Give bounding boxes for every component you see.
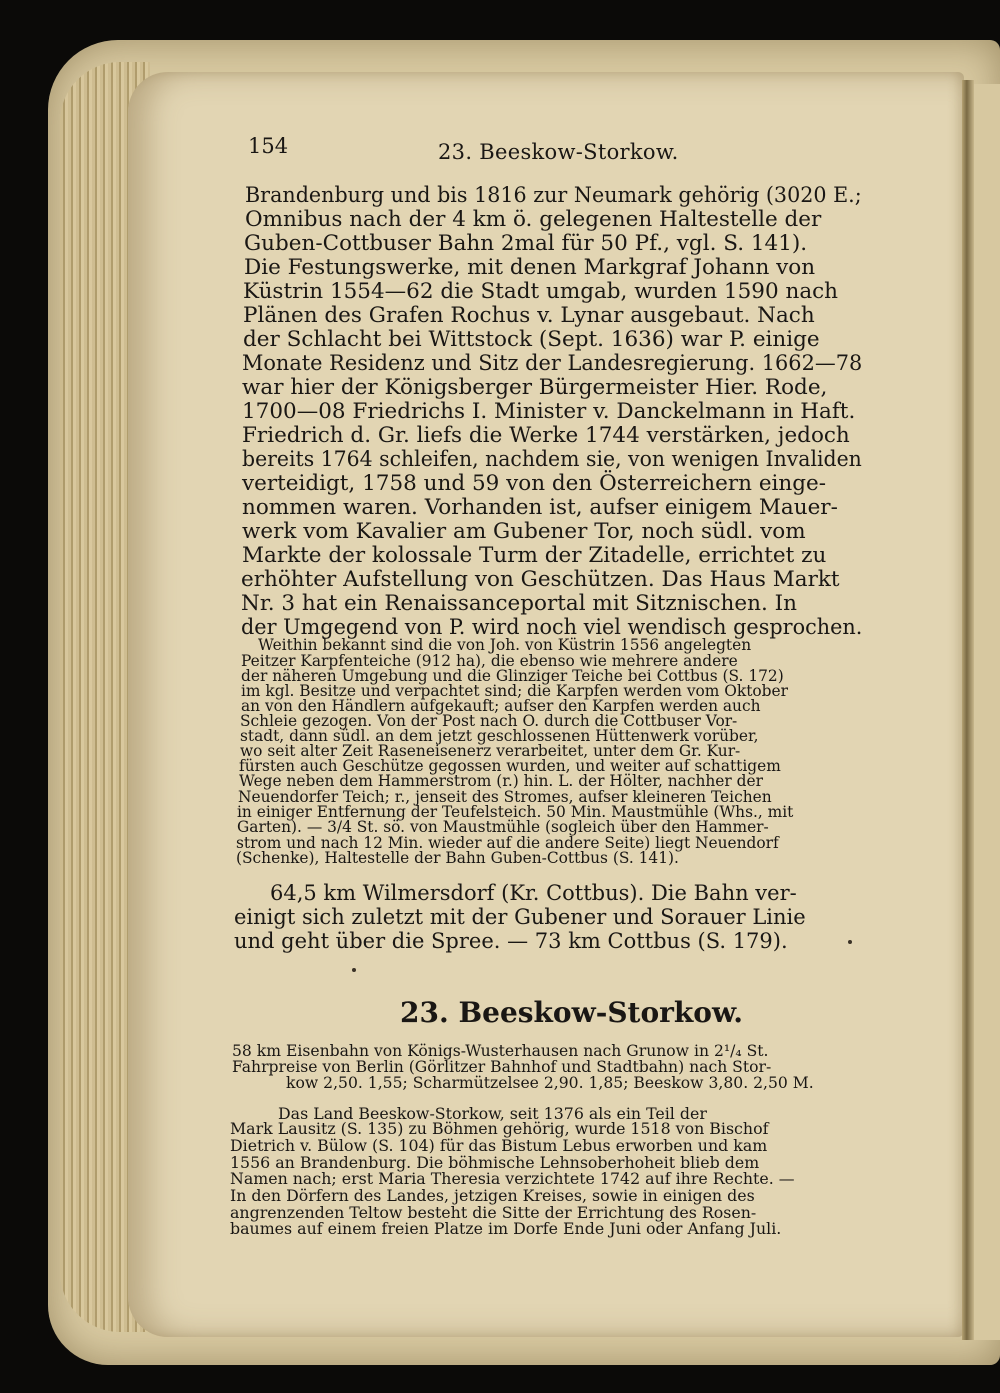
text-line: 64,5 km Wilmersdorf (Kr. Cottbus). Die Bahn ver- bbox=[270, 881, 797, 905]
text-line: Friedrich d. Gr. liefs die Werke 1744 verstärken, jedoch bbox=[242, 423, 850, 448]
text-line: Brandenburg und bis 1816 zur Neumark gehörig (3020 E.; bbox=[245, 183, 862, 208]
text-line: Die Festungswerke, mit denen Markgraf Johann von bbox=[244, 255, 816, 280]
text-line: einigt sich zuletzt mit der Gubener und Sorauer Linie bbox=[234, 905, 806, 929]
text-line: Markte der kolossale Turm der Zitadelle, errichtet zu bbox=[242, 543, 827, 568]
text-line: In den Dörfern des Landes, jetzigen Kreises, sowie in einigen des bbox=[230, 1186, 755, 1205]
print-speck bbox=[848, 940, 852, 944]
text-line: Küstrin 1554—62 die Stadt umgab, wurden 1590 nach bbox=[243, 279, 839, 304]
text-line: 1556 an Brandenburg. Die böhmische Lehnsoberhoheit blieb dem bbox=[230, 1153, 760, 1172]
text-line: 1700—08 Friedrichs I. Minister v. Danckelmann in Haft. bbox=[242, 399, 856, 424]
text-line: 58 km Eisenbahn von Königs-Wusterhausen nach Grunow in 2¹/₄ St. bbox=[232, 1042, 769, 1060]
text-line: und geht über die Spree. — 73 km Cottbus (S. 179). bbox=[234, 929, 788, 953]
text-line: Namen nach; erst Maria Theresia verzichtete 1742 auf ihre Rechte. — bbox=[230, 1169, 795, 1188]
text-line: Wege neben dem Hammerstrom (r.) hin. L. der Hölter, nachher der bbox=[239, 772, 763, 790]
running-head: 23. Beeskow-Storkow. bbox=[438, 140, 679, 164]
text-line: Guben-Cottbuser Bahn 2mal für 50 Pf., vgl. S. 141). bbox=[244, 231, 808, 256]
text-line: fürsten auch Geschütze gegossen wurden, und weiter auf schattigem bbox=[239, 757, 781, 775]
text-line: im kgl. Besitze und verpachtet sind; die Karpfen werden vom Oktober bbox=[241, 682, 788, 700]
text-line: Neuendorfer Teich; r., jenseit des Stromes, aufser kleineren Teichen bbox=[238, 788, 772, 806]
text-line: Mark Lausitz (S. 135) zu Böhmen gehörig, wurde 1518 von Bischof bbox=[230, 1119, 769, 1138]
text-line: Das Land Beeskow-Storkow, seit 1376 als ein Teil der bbox=[278, 1104, 707, 1123]
text-line: Garten). — 3/4 St. sö. von Maustmühle (sogleich über den Hammer- bbox=[237, 818, 769, 836]
text-line: Plänen des Grafen Rochus v. Lynar ausgebaut. Nach bbox=[243, 303, 815, 328]
text-line: war hier der Königsberger Bürgermeister Hier. Rode, bbox=[242, 375, 828, 400]
facing-page-edge bbox=[974, 84, 1000, 1340]
text-line: Monate Residenz und Sitz der Landesregierung. 1662—78 bbox=[242, 351, 863, 376]
text-line: Weithin bekannt sind die von Joh. von Küstrin 1556 angelegten bbox=[258, 636, 752, 654]
text-line: nommen waren. Vorhanden ist, aufser einigem Mauer- bbox=[242, 495, 838, 520]
text-line: Peitzer Karpfenteiche (912 ha), die ebenso wie mehrere andere bbox=[241, 652, 738, 670]
print-speck bbox=[352, 968, 356, 972]
text-line: Nr. 3 hat ein Renaissanceportal mit Sitznischen. In bbox=[241, 591, 797, 616]
text-line: verteidigt, 1758 und 59 von den Österreichern einge- bbox=[242, 471, 827, 496]
text-line: Dietrich v. Bülow (S. 104) für das Bistum Lebus erworben und kam bbox=[230, 1136, 768, 1155]
text-line: stadt, dann südl. an dem jetzt geschlossenen Hüttenwerk vorüber, bbox=[240, 727, 759, 745]
section-title: 23. Beeskow-Storkow. bbox=[400, 996, 744, 1029]
text-line: wo seit alter Zeit Raseneisenerz verarbeitet, unter dem Gr. Kur- bbox=[240, 742, 741, 760]
text-line: an von den Händlern aufgekauft; aufser den Karpfen werden auch bbox=[241, 697, 761, 715]
text-line: Omnibus nach der 4 km ö. gelegenen Haltestelle der bbox=[245, 207, 822, 232]
text-line: der Umgegend von P. wird noch viel wendisch gesprochen. bbox=[241, 615, 863, 640]
text-line: baumes auf einem freien Platze im Dorfe Ende Juni oder Anfang Juli. bbox=[230, 1219, 782, 1238]
text-line: Schleie gezogen. Von der Post nach O. durch die Cottbuser Vor- bbox=[240, 712, 738, 730]
text-line: (Schenke), Haltestelle der Bahn Guben-Cottbus (S. 141). bbox=[236, 849, 679, 867]
text-line: der Schlacht bei Wittstock (Sept. 1636) war P. einige bbox=[243, 327, 820, 352]
page-number: 154 bbox=[248, 134, 289, 158]
text-line: erhöhter Aufstellung von Geschützen. Das Haus Markt bbox=[241, 567, 840, 592]
text-line: der näheren Umgebung und die Glinziger Teiche bei Cottbus (S. 172) bbox=[241, 667, 784, 685]
text-line: in einiger Entfernung der Teufelsteich. 50 Min. Maustmühle (Whs., mit bbox=[237, 803, 794, 821]
text-line: strom und nach 12 Min. wieder auf die andere Seite) liegt Neuendorf bbox=[236, 834, 779, 852]
text-line: kow 2,50. 1,55; Scharmützelsee 2,90. 1,85; Beeskow 3,80. 2,50 M. bbox=[286, 1074, 814, 1092]
book-gutter bbox=[962, 80, 974, 1340]
text-line: angrenzenden Teltow besteht die Sitte der Errichtung des Rosen- bbox=[230, 1203, 757, 1222]
text-line: bereits 1764 schleifen, nachdem sie, von wenigen Invaliden bbox=[242, 447, 862, 472]
text-line: Fahrpreise von Berlin (Görlitzer Bahnhof und Stadtbahn) nach Stor- bbox=[232, 1058, 772, 1076]
text-line: werk vom Kavalier am Gubener Tor, noch südl. vom bbox=[242, 519, 806, 544]
